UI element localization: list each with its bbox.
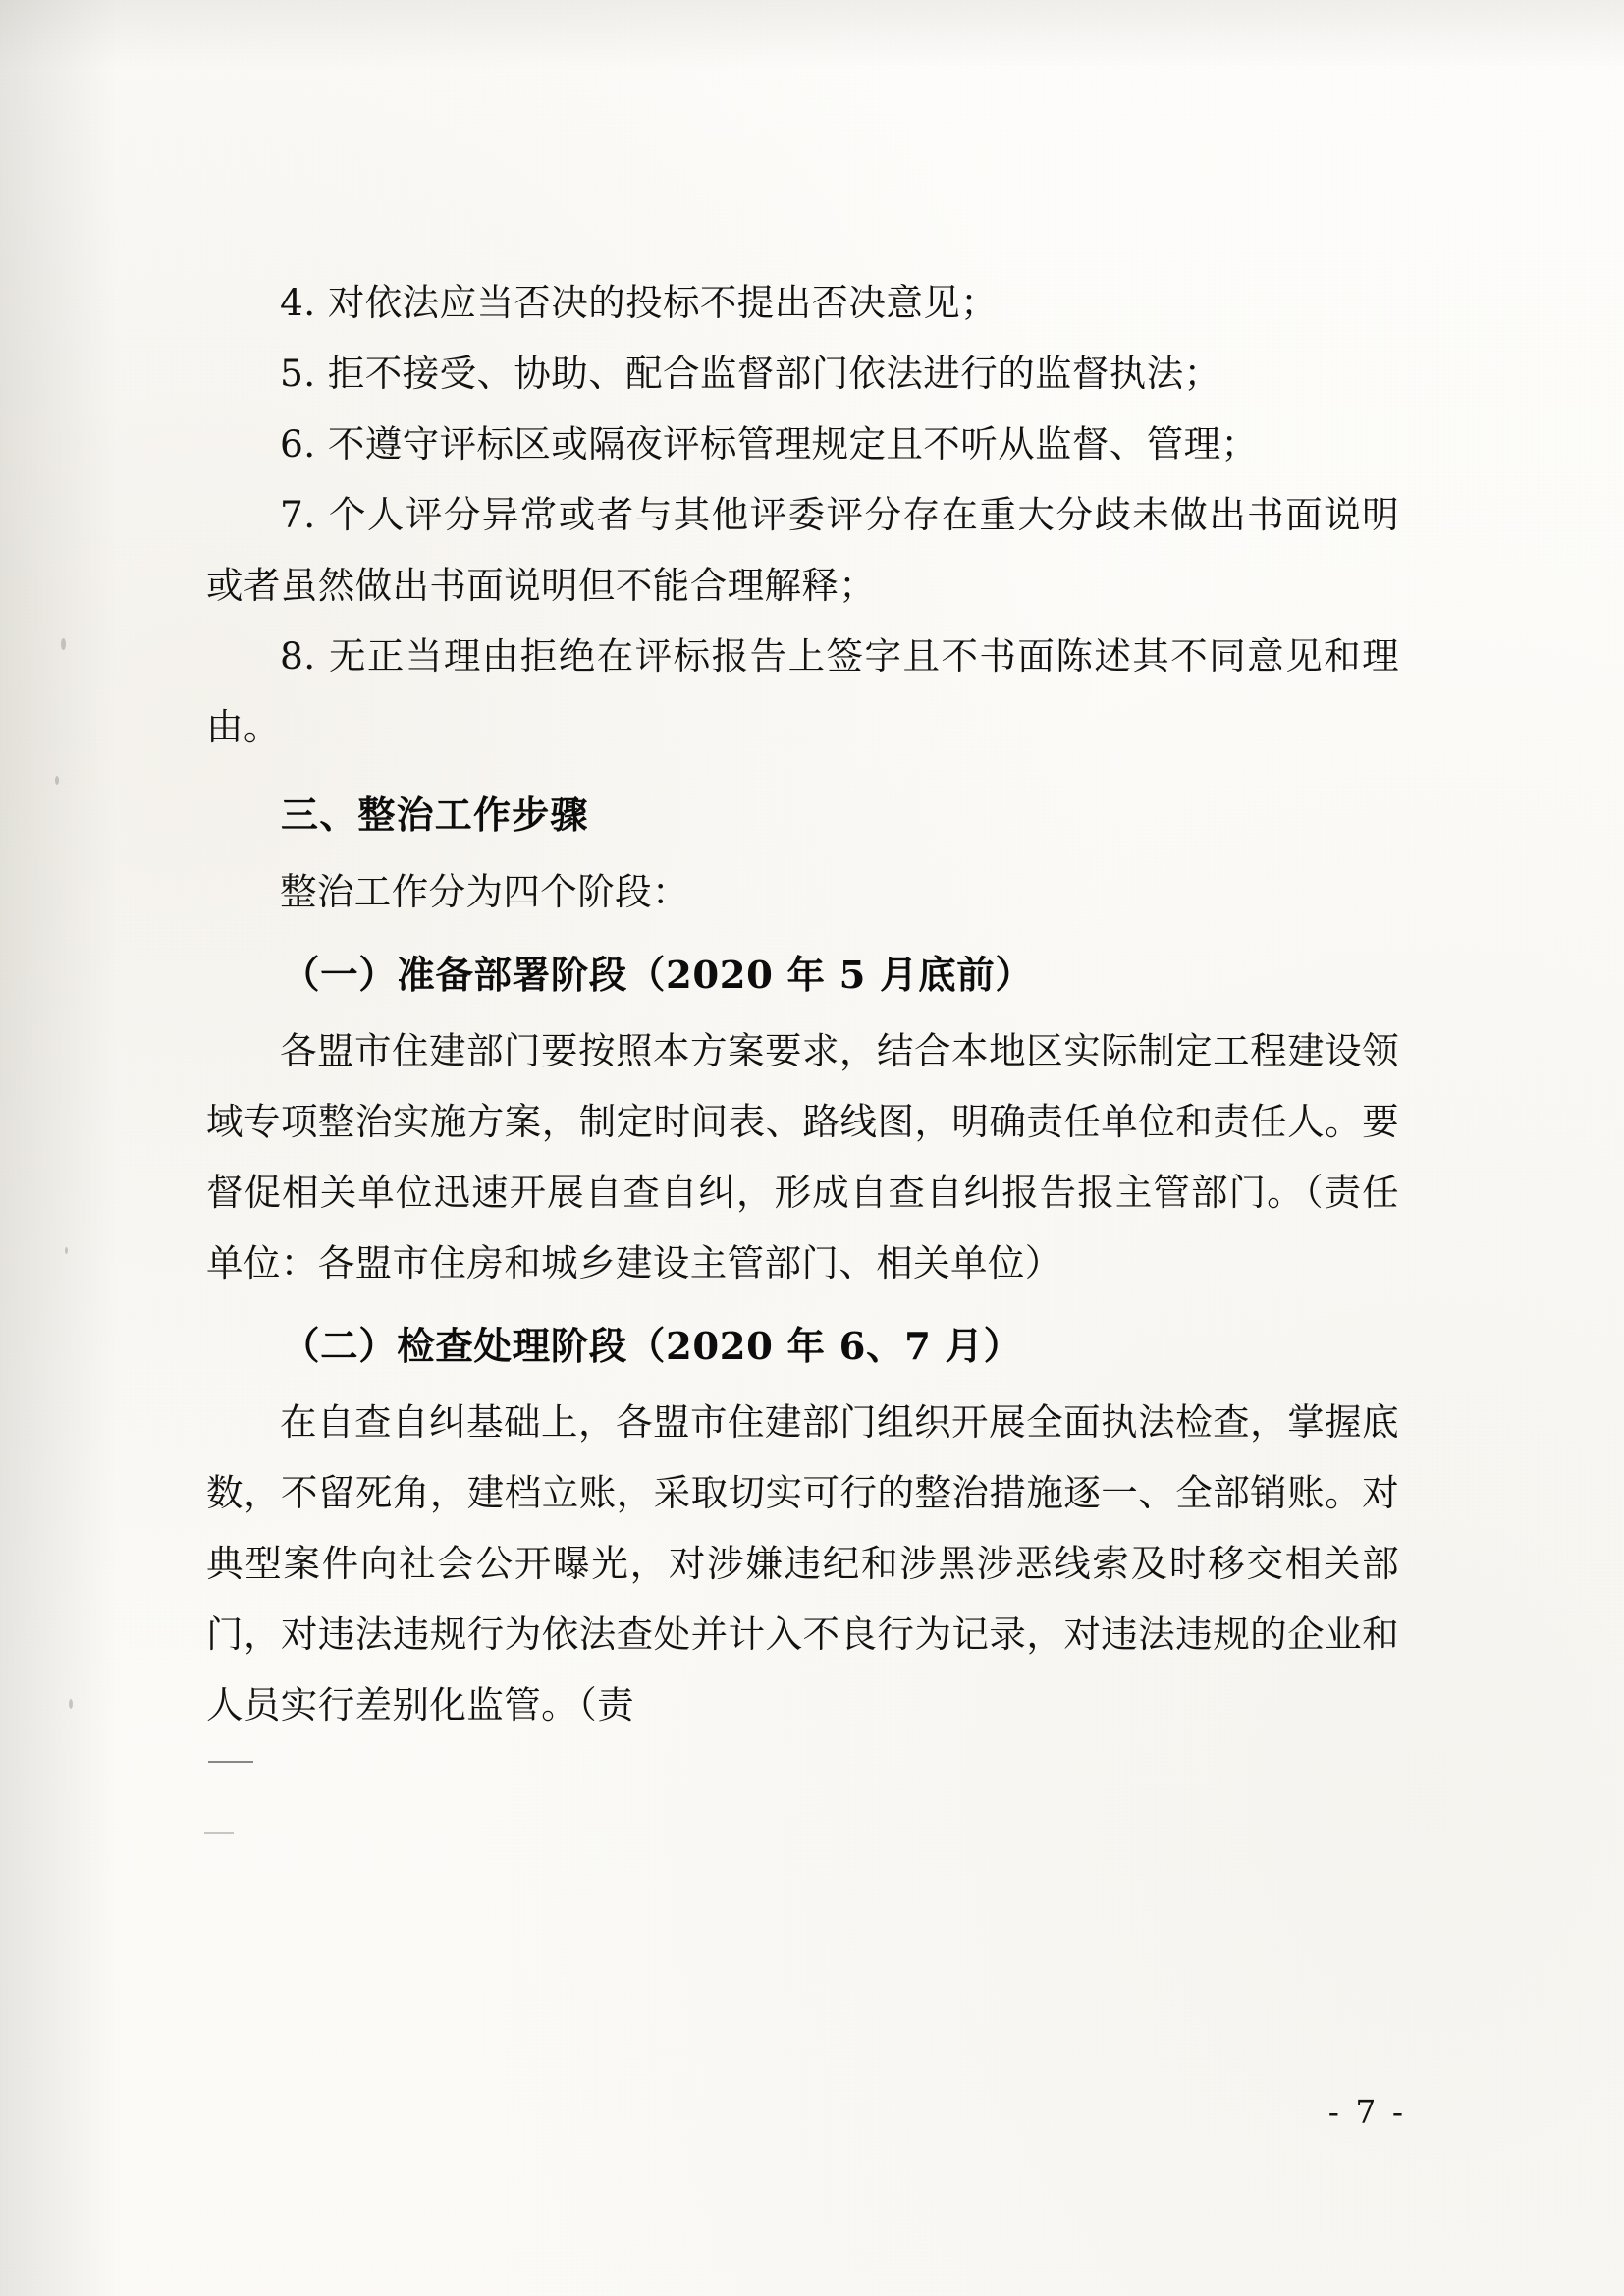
list-item: 7. 个人评分异常或者与其他评委评分存在重大分歧未做出书面说明或者虽然做出书面说明但不能合理解释；: [206, 493, 1399, 607]
subsection-heading-one: （一）准备部署阶段（2020 年 5 月底前）: [282, 954, 1034, 998]
subsection-body-two: 在自查自纠基础上，各盟市住建部门组织开展全面执法检查，掌握底数，不留死角，建档立账，采取切实可行的整治措施逐一、全部销账。对典型案件向社会公开曝光，对涉嫌违纪和涉黑涉恶线索及时移交相关部门，对违法违规行为依法查处并计入不良行为记录，对违法违规的企业和人员实行差别化监管。（责: [206, 1400, 1399, 1726]
section-heading: 三、整治工作步骤: [281, 793, 589, 837]
subsection-body-one: 各盟市住建部门要按照本方案要求，结合本地区实际制定工程建设领域专项整治实施方案，制定时间表、路线图，明确责任单位和责任人。要督促相关单位迅速开展自查自纠，形成自查自纠报告报主管部门。（责任单位：各盟市住房和城乡建设主管部门、相关单位）: [206, 1029, 1399, 1285]
scan-shadow-left: [0, 0, 118, 2296]
page-number: - 7 -: [1327, 2093, 1406, 2131]
scan-speck: [55, 776, 59, 785]
list-item: 5. 拒不接受、协助、配合监督部门依法进行的监督执法；: [280, 352, 1221, 395]
scan-speck: [69, 1699, 73, 1709]
scan-speck: [65, 1247, 68, 1254]
list-item: 8. 无正当理由拒绝在评标报告上签字且不书面陈述其不同意见和理由。: [206, 634, 1399, 748]
subsection-heading-two: （二）检查处理阶段（2020 年 6、7 月）: [282, 1325, 1022, 1369]
underline-mark: [208, 1761, 253, 1763]
document-body: [206, 267, 1399, 1740]
list-item: 6. 不遵守评标区或隔夜评标管理规定且不听从监督、管理；: [280, 422, 1259, 465]
list-item: 4. 对依法应当否决的投标不提出否决意见；: [280, 281, 999, 324]
underline-mark: [204, 1832, 234, 1834]
scan-shadow-top: [0, 0, 1624, 69]
section-intro: 整治工作分为四个阶段：: [280, 870, 689, 913]
scan-speck: [61, 638, 66, 650]
